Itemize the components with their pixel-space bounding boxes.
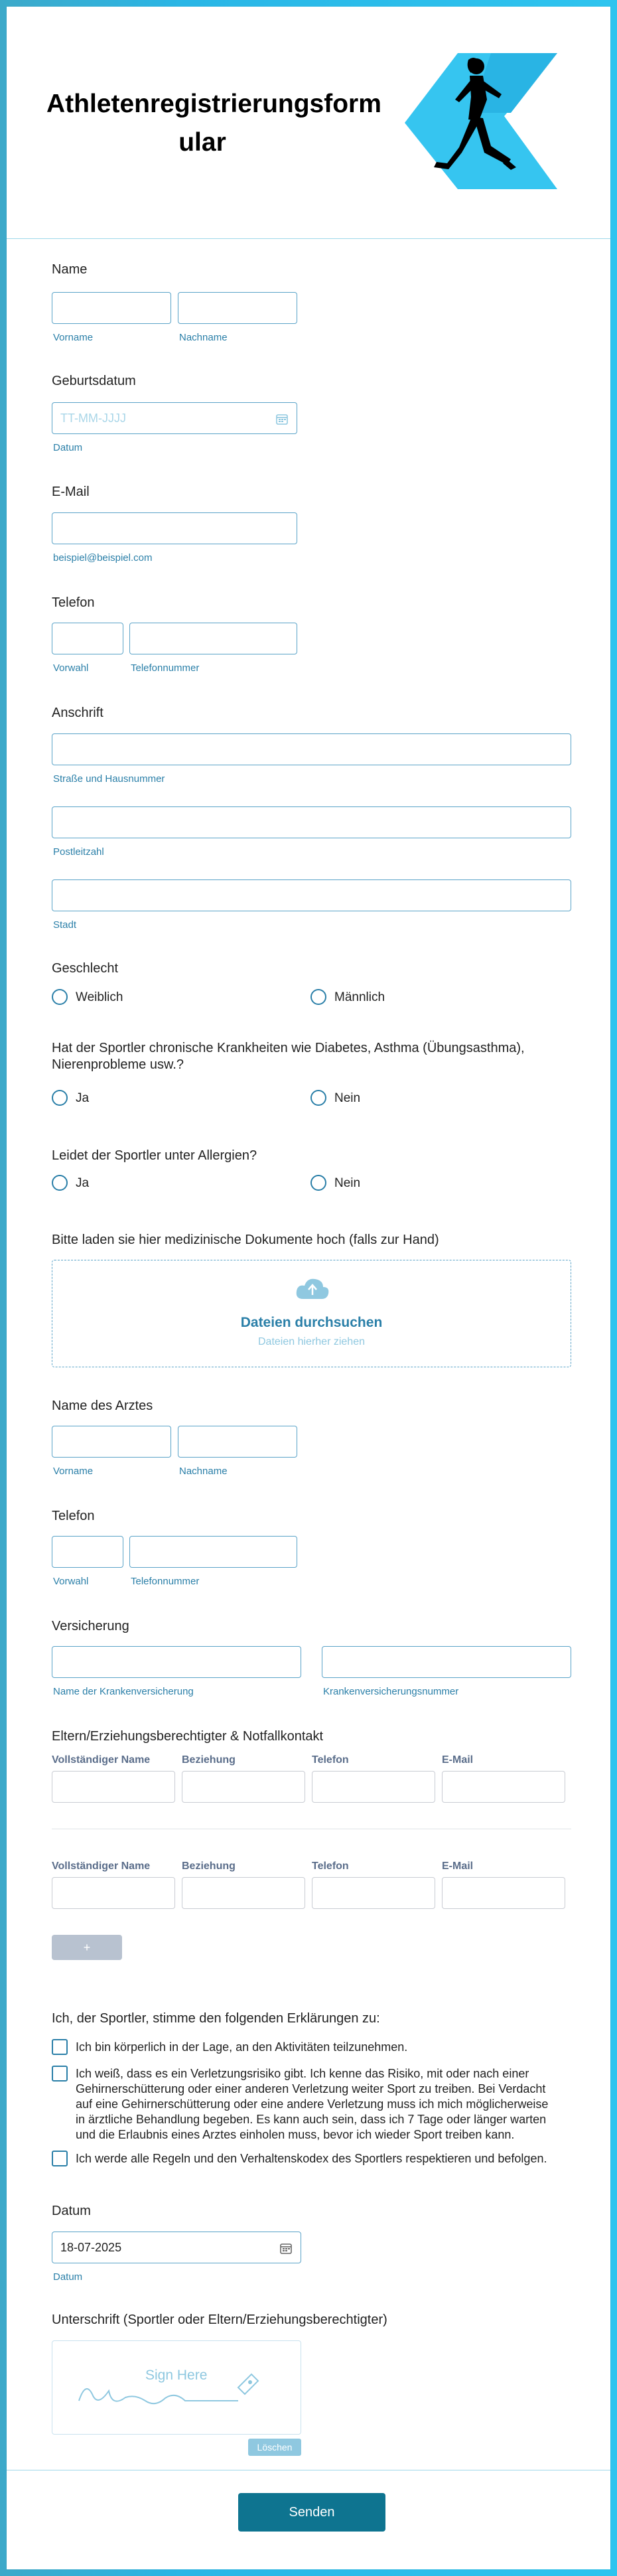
add-guardian-row-button[interactable]: +	[52, 1935, 122, 1960]
street-input[interactable]	[52, 733, 571, 765]
guardian-row1-name-input[interactable]	[52, 1771, 175, 1803]
guardian-row2-email-input[interactable]	[442, 1877, 565, 1909]
allergy-yes-label: Ja	[76, 1176, 90, 1190]
guardian-row2-col-name: Vollständiger Name	[52, 1860, 151, 1872]
guardian-row2-relation-input[interactable]	[182, 1877, 305, 1909]
guardian-row1-relation-input[interactable]	[182, 1771, 305, 1803]
guardian-col-phone: Telefon	[312, 1754, 349, 1766]
guardian-col-relation: Beziehung	[182, 1754, 236, 1766]
chronic-label-line1: Hat der Sportler chronische Krankheiten wie Diabetes, Asthma (Übungsasthma),	[52, 1041, 525, 1055]
date-value: 18-07-2025	[60, 2241, 122, 2254]
consent-item2-line4: in ärztliche Behandlung begeben. Es kann auch sein, dass ich 7 Tage oder länger warten	[76, 2113, 547, 2126]
gender-label: Geschlecht	[52, 961, 119, 976]
doctor-first-name-input[interactable]	[52, 1426, 171, 1458]
allergy-label: Leidet der Sportler unter Allergien?	[52, 1148, 257, 1163]
guardian-row1-phone-input[interactable]	[312, 1771, 435, 1803]
insurance-number-input[interactable]	[322, 1646, 571, 1678]
calendar-icon[interactable]	[279, 2241, 293, 2255]
doctor-last-sublabel: Nachname	[179, 1466, 228, 1477]
gender-male-radio[interactable]	[310, 989, 326, 1005]
guardian-row2-col-relation: Beziehung	[182, 1860, 236, 1872]
birthdate-label: Geburtsdatum	[52, 374, 136, 388]
phone-area-sublabel: Vorwahl	[53, 662, 89, 674]
last-name-sublabel: Nachname	[179, 332, 228, 343]
page-title	[46, 85, 381, 162]
zip-input[interactable]	[52, 806, 571, 838]
guardian-row2-phone-input[interactable]	[312, 1877, 435, 1909]
guardian-col-email: E-Mail	[442, 1754, 474, 1766]
email-sublabel: beispiel@beispiel.com	[53, 552, 153, 564]
upload-label: Bitte laden sie hier medizinische Dokumente hoch (falls zur Hand)	[52, 1233, 439, 1247]
last-name-input[interactable]	[178, 292, 297, 324]
signature-pad[interactable]	[52, 2340, 301, 2435]
phone-area-input[interactable]	[52, 623, 123, 654]
phone-label: Telefon	[52, 595, 95, 610]
address-label: Anschrift	[52, 706, 103, 720]
clear-signature-button[interactable]: Löschen	[248, 2439, 301, 2456]
phone-number-sublabel: Telefonnummer	[131, 662, 200, 674]
signature-placeholder: Sign Here	[145, 2368, 208, 2383]
consent-item2-text	[76, 2066, 573, 2143]
consent-item2-line2: Gehirnerschütterung oder einer anderen Verletzung weiter Sport zu treiben. Bei Verdacht	[76, 2082, 546, 2095]
runner-logo	[405, 53, 577, 192]
title-line-2: ular	[178, 128, 226, 157]
doctor-last-name-input[interactable]	[178, 1426, 297, 1458]
signature-placeholder-graphic	[72, 2354, 278, 2421]
email-input[interactable]	[52, 512, 297, 544]
consent-item2-checkbox[interactable]	[52, 2066, 68, 2082]
consent-item1-text: Ich bin körperlich in der Lage, an den Aktivitäten teilzunehmen.	[76, 2040, 408, 2054]
chronic-label	[52, 1040, 525, 1073]
consent-item2-line5: und die Erlaubnis eines Arztes einholen muss, bevor ich wieder Sport treiben kann.	[76, 2128, 515, 2141]
doctor-phone-number-input[interactable]	[129, 1536, 297, 1568]
consent-item2-line3: auf eine Gehirnerschütterung oder eine andere Verletzung muss ich mich möglicherweise	[76, 2097, 549, 2111]
allergy-no-radio[interactable]	[310, 1175, 326, 1191]
date-input[interactable]	[52, 2232, 301, 2263]
signature-label: Unterschrift (Sportler oder Eltern/Erziehungsberechtigter)	[52, 2312, 387, 2327]
guardian-row2-col-email: E-Mail	[442, 1860, 474, 1872]
date-label: Datum	[52, 2204, 91, 2218]
name-label: Name	[52, 262, 88, 277]
guardian-row1-email-input[interactable]	[442, 1771, 565, 1803]
title-line-1: Athletenregistrierungsform	[46, 90, 381, 118]
gender-female-radio[interactable]	[52, 989, 68, 1005]
doctor-first-sublabel: Vorname	[53, 1466, 94, 1477]
calendar-icon[interactable]	[275, 412, 289, 425]
drop-files-hint: Dateien hierher ziehen	[258, 1336, 365, 1347]
date-sublabel: Datum	[53, 2271, 83, 2283]
doctor-phone-area-sublabel: Vorwahl	[53, 1576, 89, 1587]
submit-button[interactable]: Senden	[238, 2493, 385, 2532]
birthdate-sublabel: Datum	[53, 442, 83, 453]
first-name-input[interactable]	[52, 292, 171, 324]
consent-item3-checkbox[interactable]	[52, 2151, 68, 2166]
chronic-yes-label: Ja	[76, 1091, 90, 1105]
gender-female-label: Weiblich	[76, 990, 123, 1004]
form-card	[7, 7, 610, 2569]
consent-item3-text: Ich werde alle Regeln und den Verhaltenskodex des Sportlers respektieren und befolgen.	[76, 2152, 547, 2165]
guardian-label: Eltern/Erziehungsberechtigter & Notfallkontakt	[52, 1729, 324, 1744]
insurance-label: Versicherung	[52, 1619, 129, 1633]
chronic-no-radio[interactable]	[310, 1090, 326, 1106]
birthdate-placeholder: TT-MM-JJJJ	[60, 412, 126, 425]
form-header	[7, 7, 610, 239]
city-input[interactable]	[52, 879, 571, 911]
allergy-no-label: Nein	[334, 1176, 361, 1190]
first-name-sublabel: Vorname	[53, 332, 94, 343]
insurance-number-sublabel: Krankenversicherungsnummer	[323, 1686, 459, 1697]
guardian-row2-col-phone: Telefon	[312, 1860, 349, 1872]
allergy-yes-radio[interactable]	[52, 1175, 68, 1191]
chronic-label-line2: Nierenprobleme usw.?	[52, 1057, 184, 1072]
guardian-row2-name-input[interactable]	[52, 1877, 175, 1909]
chronic-yes-radio[interactable]	[52, 1090, 68, 1106]
doctor-label: Name des Arztes	[52, 1399, 153, 1413]
city-sublabel: Stadt	[53, 919, 77, 931]
birthdate-input[interactable]	[52, 402, 297, 434]
street-sublabel: Straße und Hausnummer	[53, 773, 165, 785]
consent-item1-checkbox[interactable]	[52, 2039, 68, 2055]
consent-item2-line1: Ich weiß, dass es ein Verletzungsrisiko gibt. Ich kenne das Risiko, mit oder nach einer	[76, 2067, 529, 2080]
insurance-name-sublabel: Name der Krankenversicherung	[53, 1686, 194, 1697]
phone-number-input[interactable]	[129, 623, 297, 654]
guardian-col-name: Vollständiger Name	[52, 1754, 151, 1766]
consent-label: Ich, der Sportler, stimme den folgenden Erklärungen zu:	[52, 2011, 380, 2026]
cloud-upload-icon	[295, 1276, 330, 1300]
upload-dropzone[interactable]	[52, 1260, 571, 1367]
doctor-phone-number-sublabel: Telefonnummer	[131, 1576, 200, 1587]
insurance-name-input[interactable]	[52, 1646, 301, 1678]
browse-files-button[interactable]: Dateien durchsuchen	[240, 1315, 383, 1330]
doctor-phone-label: Telefon	[52, 1509, 95, 1523]
gender-male-label: Männlich	[334, 990, 385, 1004]
chronic-no-label: Nein	[334, 1091, 361, 1105]
email-label: E-Mail	[52, 485, 90, 499]
zip-sublabel: Postleitzahl	[53, 846, 104, 858]
doctor-phone-area-input[interactable]	[52, 1536, 123, 1568]
